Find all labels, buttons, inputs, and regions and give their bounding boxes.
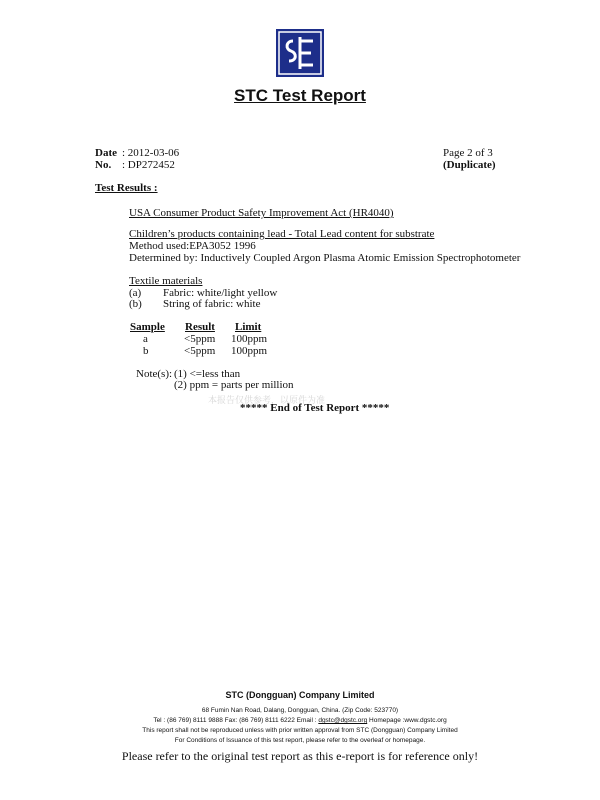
- table-header-result: Result: [185, 321, 215, 333]
- footer-disclaimer: This report shall not be reproduced unless with prior written approval from STC (Dongguan) Company Limited: [142, 727, 458, 734]
- watermark-text: 本报告仅供参考，以原件为准: [208, 396, 326, 406]
- scope-text: Children’s products containing lead - Total Lead content for substrate: [129, 228, 435, 240]
- determined-text: Determined by: Inductively Coupled Argon Plasma Atomic Emission Spectrophotometer: [129, 252, 521, 264]
- table-cell-sample: a: [143, 333, 148, 345]
- duplicate-label: (Duplicate): [443, 159, 496, 171]
- no-label: No.: [95, 159, 112, 171]
- date-value: : 2012-03-06: [122, 147, 180, 159]
- material-desc: Fabric: white/light yellow: [163, 287, 278, 299]
- report-title: STC Test Report: [234, 86, 366, 105]
- footer-conditions: For Conditions of Issuance of this test report, please refer to the overleaf or homepage.: [174, 737, 426, 744]
- table-cell-result: <5ppm: [184, 333, 216, 345]
- method-text: Method used:EPA3052 1996: [129, 240, 256, 252]
- material-code: (b): [129, 298, 142, 310]
- table-cell-sample: b: [143, 345, 149, 357]
- footer-reference-note: Please refer to the original test report as this e-report is for reference only!: [121, 749, 479, 763]
- stc-logo: [276, 29, 324, 77]
- test-results-heading: Test Results :: [95, 182, 158, 194]
- notes-label: Note(s):: [136, 368, 173, 380]
- footer-company: STC (Dongguan) Company Limited: [225, 690, 375, 700]
- table-cell-result: <5ppm: [184, 345, 216, 357]
- table-cell-limit: 100ppm: [231, 333, 268, 345]
- note-item: (2) ppm = parts per million: [174, 379, 294, 391]
- table-header-limit: Limit: [235, 321, 262, 333]
- no-value: : DP272452: [122, 159, 175, 171]
- footer-contact: [0, 717, 600, 724]
- footer-email-link[interactable]: dgstc@dgstc.org: [318, 717, 368, 724]
- end-of-report: ***** End of Test Report *****: [240, 402, 390, 414]
- footer-address: 68 Fumin Nan Road, Dalang, Dongguan, China. (Zip Code: 523770): [201, 707, 399, 714]
- note-item: (1) <=less than: [174, 368, 241, 380]
- logo-mark-icon: [276, 29, 324, 77]
- act-title: USA Consumer Product Safety Improvement Act (HR4040): [129, 207, 394, 219]
- material-code: (a): [129, 287, 142, 299]
- material-desc: String of fabric: white: [163, 298, 261, 310]
- footer-contact-prefix: Tel : (86 769) 8111 9888 Fax: (86 769) 8111 6222 Email :: [153, 717, 319, 724]
- footer-contact-suffix: Homepage :www.dgstc.org: [367, 717, 447, 724]
- materials-heading: Textile materials: [129, 275, 203, 287]
- table-cell-limit: 100ppm: [231, 345, 268, 357]
- date-label: Date: [95, 147, 117, 159]
- table-header-sample: Sample: [130, 321, 165, 333]
- page-number: Page 2 of 3: [443, 147, 493, 159]
